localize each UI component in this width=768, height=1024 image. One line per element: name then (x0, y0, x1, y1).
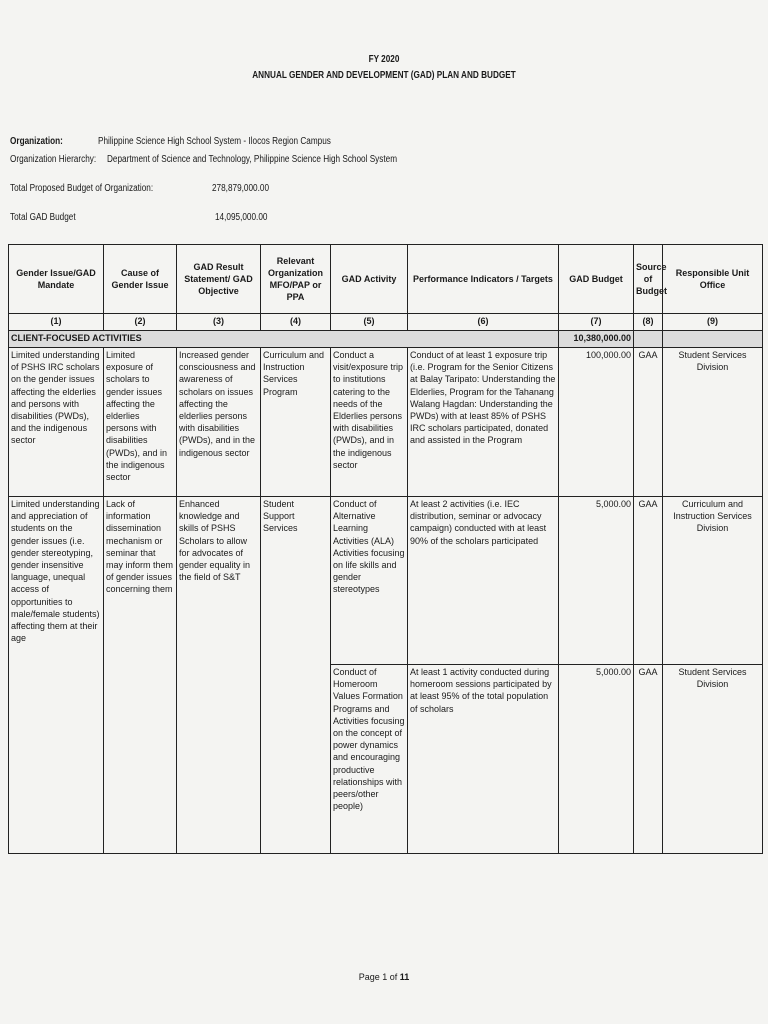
cell-source: GAA (634, 665, 663, 854)
org-label: Organization: (10, 136, 63, 147)
cell-issue: Limited understanding of PSHS IRC scholars on the gender issues affecting the elderlies and persons with disabilities (PWDs), and the indigenous sector (9, 348, 104, 497)
column-number: (9) (663, 314, 763, 331)
table-header-row (9, 245, 763, 314)
column-number: (7) (559, 314, 634, 331)
cell-activity: Conduct of Alternative Learning Activities (ALA) Activities focusing on life skills and gender stereotypes (331, 497, 408, 665)
cell-indicators: At least 1 activity conducted during homeroom sessions participated by at least 95% of the total population of scholars (408, 665, 559, 854)
column-number-row (9, 314, 763, 331)
column-header: Performance Indicators / Targets (408, 245, 559, 314)
cell-objective: Increased gender consciousness and awareness of scholars on issues affecting the elderlies persons with disabilities (PWDs), and in the indigenous sector (177, 348, 261, 497)
column-header: Responsible Unit Office (663, 245, 763, 314)
cell-office: Curriculum and Instruction Services Division (663, 497, 763, 665)
cell-budget: 5,000.00 (559, 665, 634, 854)
column-header: Cause of Gender Issue (104, 245, 177, 314)
section-label: CLIENT-FOCUSED ACTIVITIES (9, 331, 559, 348)
cell-activity: Conduct of Homeroom Values Formation Programs and Activities focusing on the concept of power dynamics and encouraging productive relationships with peers/other people) (331, 665, 408, 854)
document-title: ANNUAL GENDER AND DEVELOPMENT (GAD) PLAN AND BUDGET (252, 70, 516, 81)
cell-budget: 5,000.00 (559, 497, 634, 665)
section-row (9, 331, 763, 348)
cell-source: GAA (634, 497, 663, 665)
column-number: (1) (9, 314, 104, 331)
section-total: 10,380,000.00 (559, 331, 634, 348)
table-row (9, 497, 763, 665)
column-header: GAD Result Statement/ GAD Objective (177, 245, 261, 314)
total-budget-label: Total Proposed Budget of Organization: (10, 183, 154, 194)
column-number: (2) (104, 314, 177, 331)
cell-cause: Limited exposure of scholars to gender issues affecting the elderlies persons with disabilities (PWDs), and in the indigenous sector (104, 348, 177, 497)
column-number: (8) (634, 314, 663, 331)
cell-indicators: At least 2 activities (i.e. IEC distribution, seminar or advocacy campaign) conducted with at least 90% of the scholars participated (408, 497, 559, 665)
column-header: Source of Budget (634, 245, 663, 314)
page-number: Page 1 of 11 (358, 972, 410, 982)
hierarchy-label: Organization Hierarchy: (10, 154, 97, 165)
column-number: (4) (261, 314, 331, 331)
column-header: Relevant Organization MFO/PAP or PPA (261, 245, 331, 314)
cell-cause: Lack of information dissemination mechanism or seminar that may inform them of gender issues concerning them (104, 497, 177, 854)
cell-objective: Enhanced knowledge and skills of PSHS Scholars to allow for advocates of gender equality in the field of S&T (177, 497, 261, 854)
org-value: Philippine Science High School System - Ilocos Region Campus (98, 136, 331, 147)
cell-mfo: Student Support Services (261, 497, 331, 854)
gad-plan-table (8, 244, 763, 854)
column-header: GAD Budget (559, 245, 634, 314)
gad-budget-label: Total GAD Budget (10, 212, 76, 223)
total-budget-value: 278,879,000.00 (212, 183, 270, 194)
cell-office: Student Services Division (663, 348, 763, 497)
cell-indicators: Conduct of at least 1 exposure trip (i.e. Program for the Senior Citizens at Balay Taripato: Understanding the Elderlies, Program for the Tahanang Walang Hagdan: Understanding the PWDs) with at least 85% of PSHS IRC scholars participated, donated and assisted in the Program (408, 348, 559, 497)
cell-activity: Conduct a visit/exposure trip to institutions catering to the needs of the Elderlies persons with disabilities (PWDs), and in the indigenous sector (331, 348, 408, 497)
column-header: Gender Issue/GAD Mandate (9, 245, 104, 314)
column-number: (3) (177, 314, 261, 331)
cell-office: Student Services Division (663, 665, 763, 854)
cell-issue: Limited understanding and appreciation of students on the gender issues (i.e. gender stereotyping, gender insensitive language, unequal access of opportunities to male/female students) affecting them at their age (9, 497, 104, 854)
table-row (9, 348, 763, 497)
column-number: (6) (408, 314, 559, 331)
cell-source: GAA (634, 348, 663, 497)
cell-budget: 100,000.00 (559, 348, 634, 497)
column-number: (5) (331, 314, 408, 331)
cell-mfo: Curriculum and Instruction Services Program (261, 348, 331, 497)
column-header: GAD Activity (331, 245, 408, 314)
hierarchy-value: Department of Science and Technology, Philippine Science High School System (107, 154, 398, 165)
fiscal-year-title: FY 2020 (368, 54, 400, 65)
gad-budget-value: 14,095,000.00 (215, 212, 268, 223)
